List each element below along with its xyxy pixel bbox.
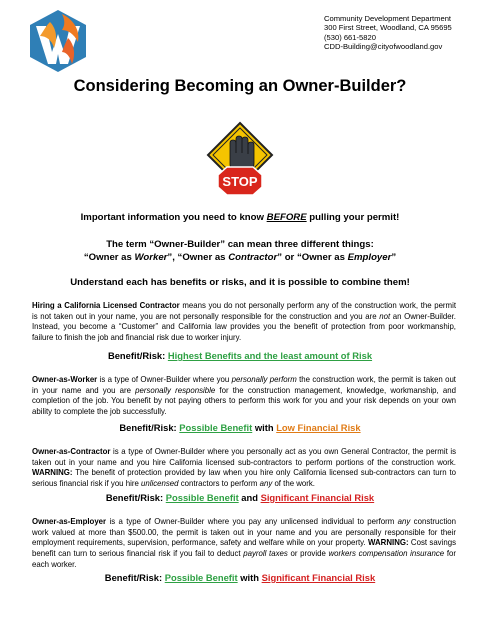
department-address: 300 First Street, Woodland, CA 95695 (324, 23, 452, 33)
section-text: contractors to perform (178, 479, 260, 489)
section-owner-as-contractor (32, 447, 456, 490)
intro-line-1 (0, 212, 480, 225)
warning-label: WARNING: (368, 538, 409, 548)
intro-emphasis: Employer (347, 252, 392, 263)
section-text: The benefit of protection provided by law when you hire only California licensed sub-contractors can turn to serious financial risk if you hire (32, 468, 456, 489)
benefit-risk-connector: with (252, 422, 277, 433)
section-lead: Owner-as-Employer (32, 517, 107, 526)
stop-hand-icon (200, 121, 280, 199)
benefit-risk-licensed-contractor (0, 350, 480, 361)
section-emphasis: workers compensation insurance (328, 549, 445, 559)
section-emphasis: personally perform (231, 375, 297, 384)
section-text: an Owner-Builder. Instead, you become a “Customer” and California law provides you the benefit of protection from poor workmanship, failure to finish the job and financial risk due to worker injury. (32, 311, 456, 343)
intro-text: “Owner as (83, 252, 135, 263)
city-logo-icon (28, 8, 88, 74)
department-contact-block (324, 14, 452, 52)
intro-line-2: The term “Owner-Builder” can mean three different things: (106, 239, 374, 250)
benefit-risk-owner-as-worker (0, 422, 480, 433)
section-text: of the work. (272, 479, 315, 489)
benefit-risk-connector: and (238, 492, 261, 503)
intro-text: pulling your permit! (306, 212, 400, 223)
risk-value: Significant Financial Risk (261, 572, 376, 583)
section-emphasis: any (397, 517, 411, 526)
benefit-risk-connector: with (237, 572, 262, 583)
risk-value: Significant Financial Risk (260, 492, 375, 503)
section-emphasis: unlicensed (141, 479, 179, 489)
section-lead: Owner-as-Worker (32, 375, 98, 384)
section-lead: Owner-as-Contractor (32, 447, 111, 456)
section-emphasis: payroll taxes (243, 549, 288, 559)
section-text: is a type of Owner-Builder where you personally act as you own General Contractor, the permit is taken out in your name and you hire California licensed sub-contractors to perform portions of the construction work. (32, 447, 456, 467)
benefit-risk-label: Benefit/Risk: (105, 492, 166, 503)
benefit-risk-owner-as-contractor (0, 492, 480, 503)
section-text: is a type of Owner-Builder where you pay any unlicensed individual to perform (106, 517, 398, 526)
benefit-risk-label: Benefit/Risk: (107, 350, 168, 361)
section-owner-as-employer (32, 517, 456, 571)
section-emphasis: personally responsible (135, 385, 216, 395)
intro-line-3 (0, 252, 480, 265)
department-name: Community Development Department (324, 14, 452, 23)
intro-text: ” or “Owner as (277, 252, 348, 263)
section-text: means you do not personally perform any of the construction work, the permit is not taken out in your name, you are not personally responsible for the construction and you are (32, 301, 456, 321)
department-email: CDD-Building@cityofwoodland.gov (324, 42, 443, 52)
section-text: construction work valued at more than $500.00, the permit is taken out in your name and you are personally responsible for their employment requirements, supervision, performance, safety and welfare while on your property. (32, 517, 456, 548)
section-text: is a type of Owner-Builder where you (97, 375, 232, 384)
page-title: Considering Becoming an Owner-Builder? (73, 77, 407, 95)
benefit-value: Possible Benefit (164, 572, 238, 583)
benefit-risk-label: Benefit/Risk: (104, 572, 165, 583)
section-licensed-contractor (32, 301, 456, 344)
intro-text: ”, “Owner as (167, 252, 229, 263)
section-text: for each worker. (32, 549, 456, 569)
section-text: the construction work, the permit is taken out in your name and you are (32, 375, 456, 395)
section-emphasis: any (259, 479, 273, 489)
intro-emphasis: BEFORE (266, 212, 307, 223)
benefit-risk-label: Benefit/Risk: (119, 422, 180, 433)
warning-label: WARNING: (32, 468, 73, 478)
benefit-value: Highest Benefits and the least amount of Risk (167, 350, 373, 361)
intro-emphasis: Worker (134, 252, 168, 263)
intro-text: Important information you need to know (80, 212, 267, 223)
benefit-risk-owner-as-employer (0, 572, 480, 583)
section-emphasis: not (379, 311, 391, 321)
intro-text: ” (391, 252, 397, 263)
section-text: or provide (287, 549, 329, 559)
section-owner-as-worker (32, 375, 456, 418)
risk-value: Low Financial Risk (276, 422, 361, 433)
section-lead: Hiring a California Licensed Contractor (32, 301, 180, 310)
stop-sign-text: STOP (222, 174, 258, 189)
benefit-value: Possible Benefit (179, 422, 253, 433)
intro-line-4: Understand each has benefits or risks, and it is possible to combine them! (70, 277, 410, 288)
benefit-value: Possible Benefit (165, 492, 239, 503)
intro-emphasis: Contractor (228, 252, 278, 263)
section-text: Cost savings benefit can turn to serious financial risk if you fail to deduct (32, 538, 456, 559)
department-phone: (530) 661-5820 (324, 32, 376, 42)
section-text: for the construction management, knowledge, workmanship, and completion of the job. You benefit by not paying others to perform this work for you and your risk depends on your own ability to complete the job successfully. (32, 385, 456, 417)
